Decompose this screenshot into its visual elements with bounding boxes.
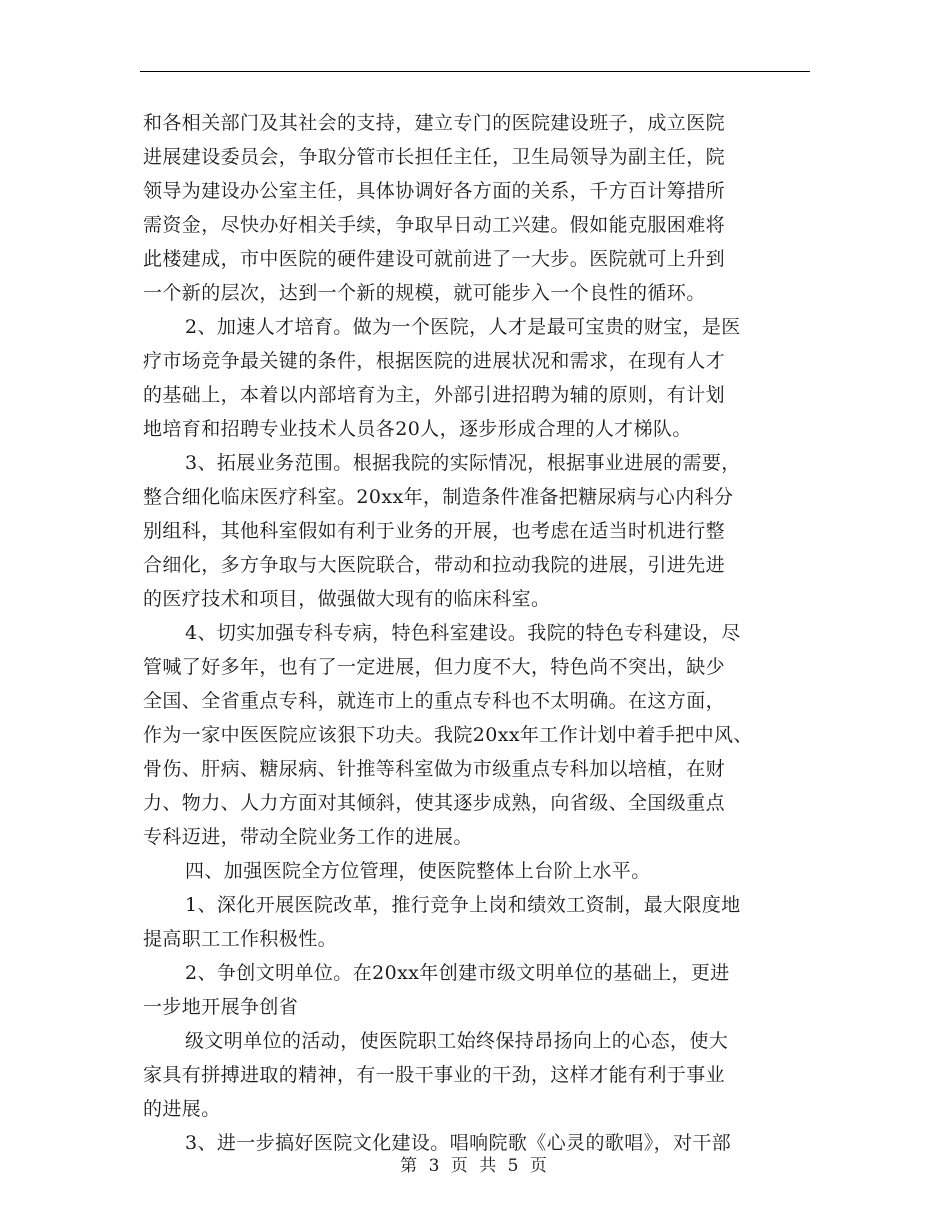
text-line: 和各相关部门及其社会的支持，建立专门的医院建设班子，成立医院 (143, 112, 726, 134)
text-line: 3、拓展业务范围。根据我院的实际情况，根据事业进展的需要， (185, 452, 741, 474)
text-line: 需资金，尽快办好相关手续，争取早日动工兴建。假如能克服困难将 (143, 214, 726, 236)
text-line: 作为一家中医医院应该狠下功夫。我院20xx年工作计划中着手把中风、 (143, 724, 753, 746)
text-line: 3、进一步搞好医院文化建设。唱响院歌《心灵的歌唱》，对干部 (185, 1132, 732, 1154)
text-line: 四、加强医院全方位管理，使医院整体上台阶上水平。 (185, 860, 651, 882)
text-line: 1、深化开展医院改革，推行竞争上岗和绩效工资制，最大限度地 (185, 894, 741, 916)
text-line: 领导为建设办公室主任，具体协调好各方面的关系，千方百计筹措所 (143, 180, 726, 202)
text-line: 疗市场竞争最关键的条件，根据医院的进展状况和需求，在现有人才 (143, 350, 726, 372)
text-line: 的基础上，本着以内部培育为主，外部引进招聘为辅的原则，有计划 (143, 384, 726, 406)
header-rule (140, 71, 810, 72)
text-line: 管喊了好多年，也有了一定进展，但力度不大，特色尚不突出，缺少 (143, 656, 726, 678)
text-line: 2、争创文明单位。在20xx年创建市级文明单位的基础上，更进 (185, 962, 730, 984)
page-number-footer: 第 3 页 共 5 页 (400, 1156, 550, 1176)
text-line: 4、切实加强专科专病，特色科室建设。我院的特色专科建设，尽 (185, 622, 741, 644)
text-line: 的医疗技术和项目，做强做大现有的临床科室。 (143, 588, 551, 610)
text-line: 别组科，其他科室假如有利于业务的开展，也考虑在适当时机进行整 (143, 520, 726, 542)
text-line: 骨伤、肝病、糖尿病、针推等科室做为市级重点专科加以培植，在财 (143, 758, 726, 780)
text-line: 力、物力、人力方面对其倾斜，使其逐步成熟，向省级、全国级重点 (143, 792, 726, 814)
text-line: 一步地开展争创省 (143, 996, 299, 1018)
text-line: 此楼建成，市中医院的硬件建设可就前进了一大步。医院就可上升到 (143, 248, 726, 270)
text-line: 专科迈进，带动全院业务工作的进展。 (143, 826, 473, 848)
text-line: 全国、全省重点专科，就连市上的重点专科也不太明确。在这方面， (143, 690, 726, 712)
text-line: 级文明单位的活动，使医院职工始终保持昂扬向上的心态，使大 (185, 1030, 729, 1052)
text-line: 整合细化临床医疗科室。20xx年，制造条件准备把糖尿病与心内科分 (143, 486, 734, 508)
text-line: 一个新的层次，达到一个新的规模，就可能步入一个良性的循环。 (143, 282, 706, 304)
text-line: 进展建设委员会，争取分管市长担任主任，卫生局领导为副主任，院 (143, 146, 726, 168)
text-line: 家具有拼搏进取的精神，有一股干事业的干劲，这样才能有利于事业 (143, 1064, 726, 1086)
text-line: 的进展。 (143, 1098, 221, 1120)
text-line: 提高职工工作积极性。 (143, 928, 338, 950)
text-line: 地培育和招聘专业技术人员各20人，逐步形成合理的人才梯队。 (143, 418, 692, 440)
text-line: 合细化，多方争取与大医院联合，带动和拉动我院的进展，引进先进 (143, 554, 726, 576)
document-body (143, 106, 813, 1160)
text-line: 2、加速人才培育。做为一个医院，人才是最可宝贵的财宝，是医 (185, 316, 741, 338)
